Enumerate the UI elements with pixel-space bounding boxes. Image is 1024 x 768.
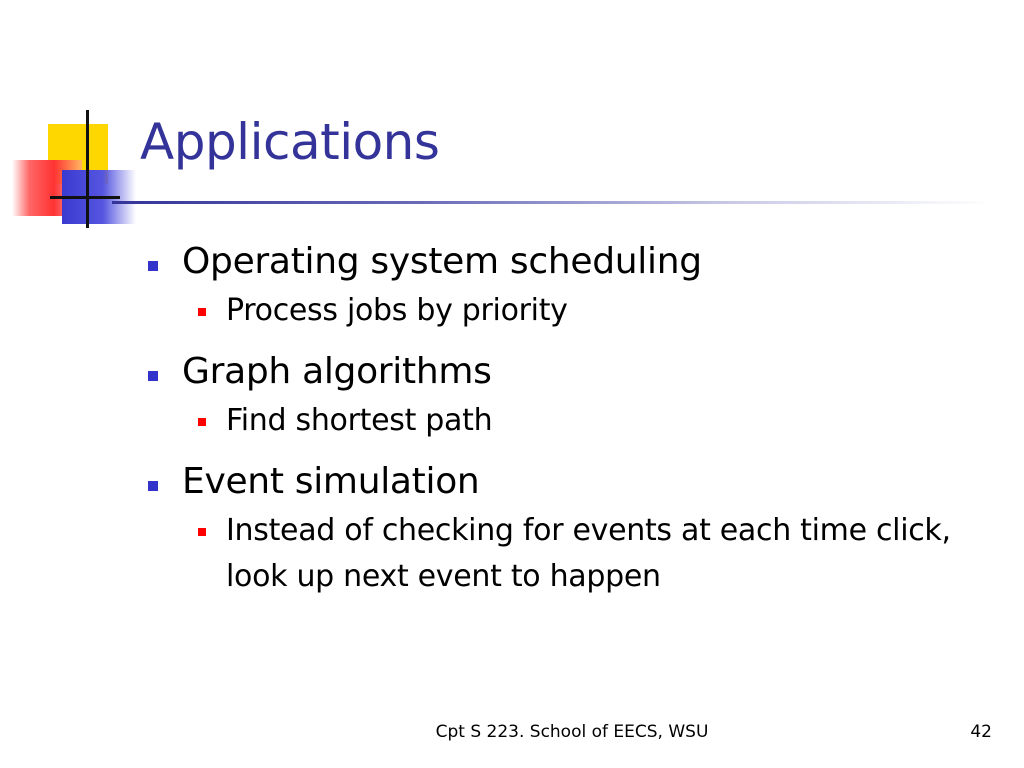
sub-bullet-text: Instead of checking for events at each time click, look up next event to happen [226, 513, 951, 594]
sub-bullet-item [186, 398, 1010, 444]
square-bullet-icon [148, 481, 158, 491]
square-bullet-icon [198, 418, 206, 426]
sub-bullet-item [186, 508, 1010, 600]
square-bullet-icon [198, 528, 206, 536]
sub-bullet-text: Process jobs by priority [226, 293, 568, 328]
title-underline [112, 201, 992, 204]
sub-bullet-item [186, 288, 1010, 334]
page-number: 42 [970, 722, 992, 742]
logo-horizontal-line [50, 196, 120, 199]
decorative-logo-icon [0, 0, 160, 240]
slide-title: Applications [140, 113, 440, 171]
footer-text: Cpt S 223. School of EECS, WSU [435, 722, 709, 742]
bullet-item [140, 236, 1010, 288]
bullet-list [140, 236, 1010, 612]
bullet-text: Operating system scheduling [182, 241, 702, 282]
logo-vertical-line [86, 110, 89, 228]
sub-bullet-text: Find shortest path [226, 403, 493, 438]
bullet-item [140, 346, 1010, 398]
square-bullet-icon [148, 261, 158, 271]
bullet-item [140, 456, 1010, 508]
bullet-text: Graph algorithms [182, 351, 492, 392]
square-bullet-icon [148, 371, 158, 381]
bullet-text: Event simulation [182, 461, 480, 502]
square-bullet-icon [198, 308, 206, 316]
